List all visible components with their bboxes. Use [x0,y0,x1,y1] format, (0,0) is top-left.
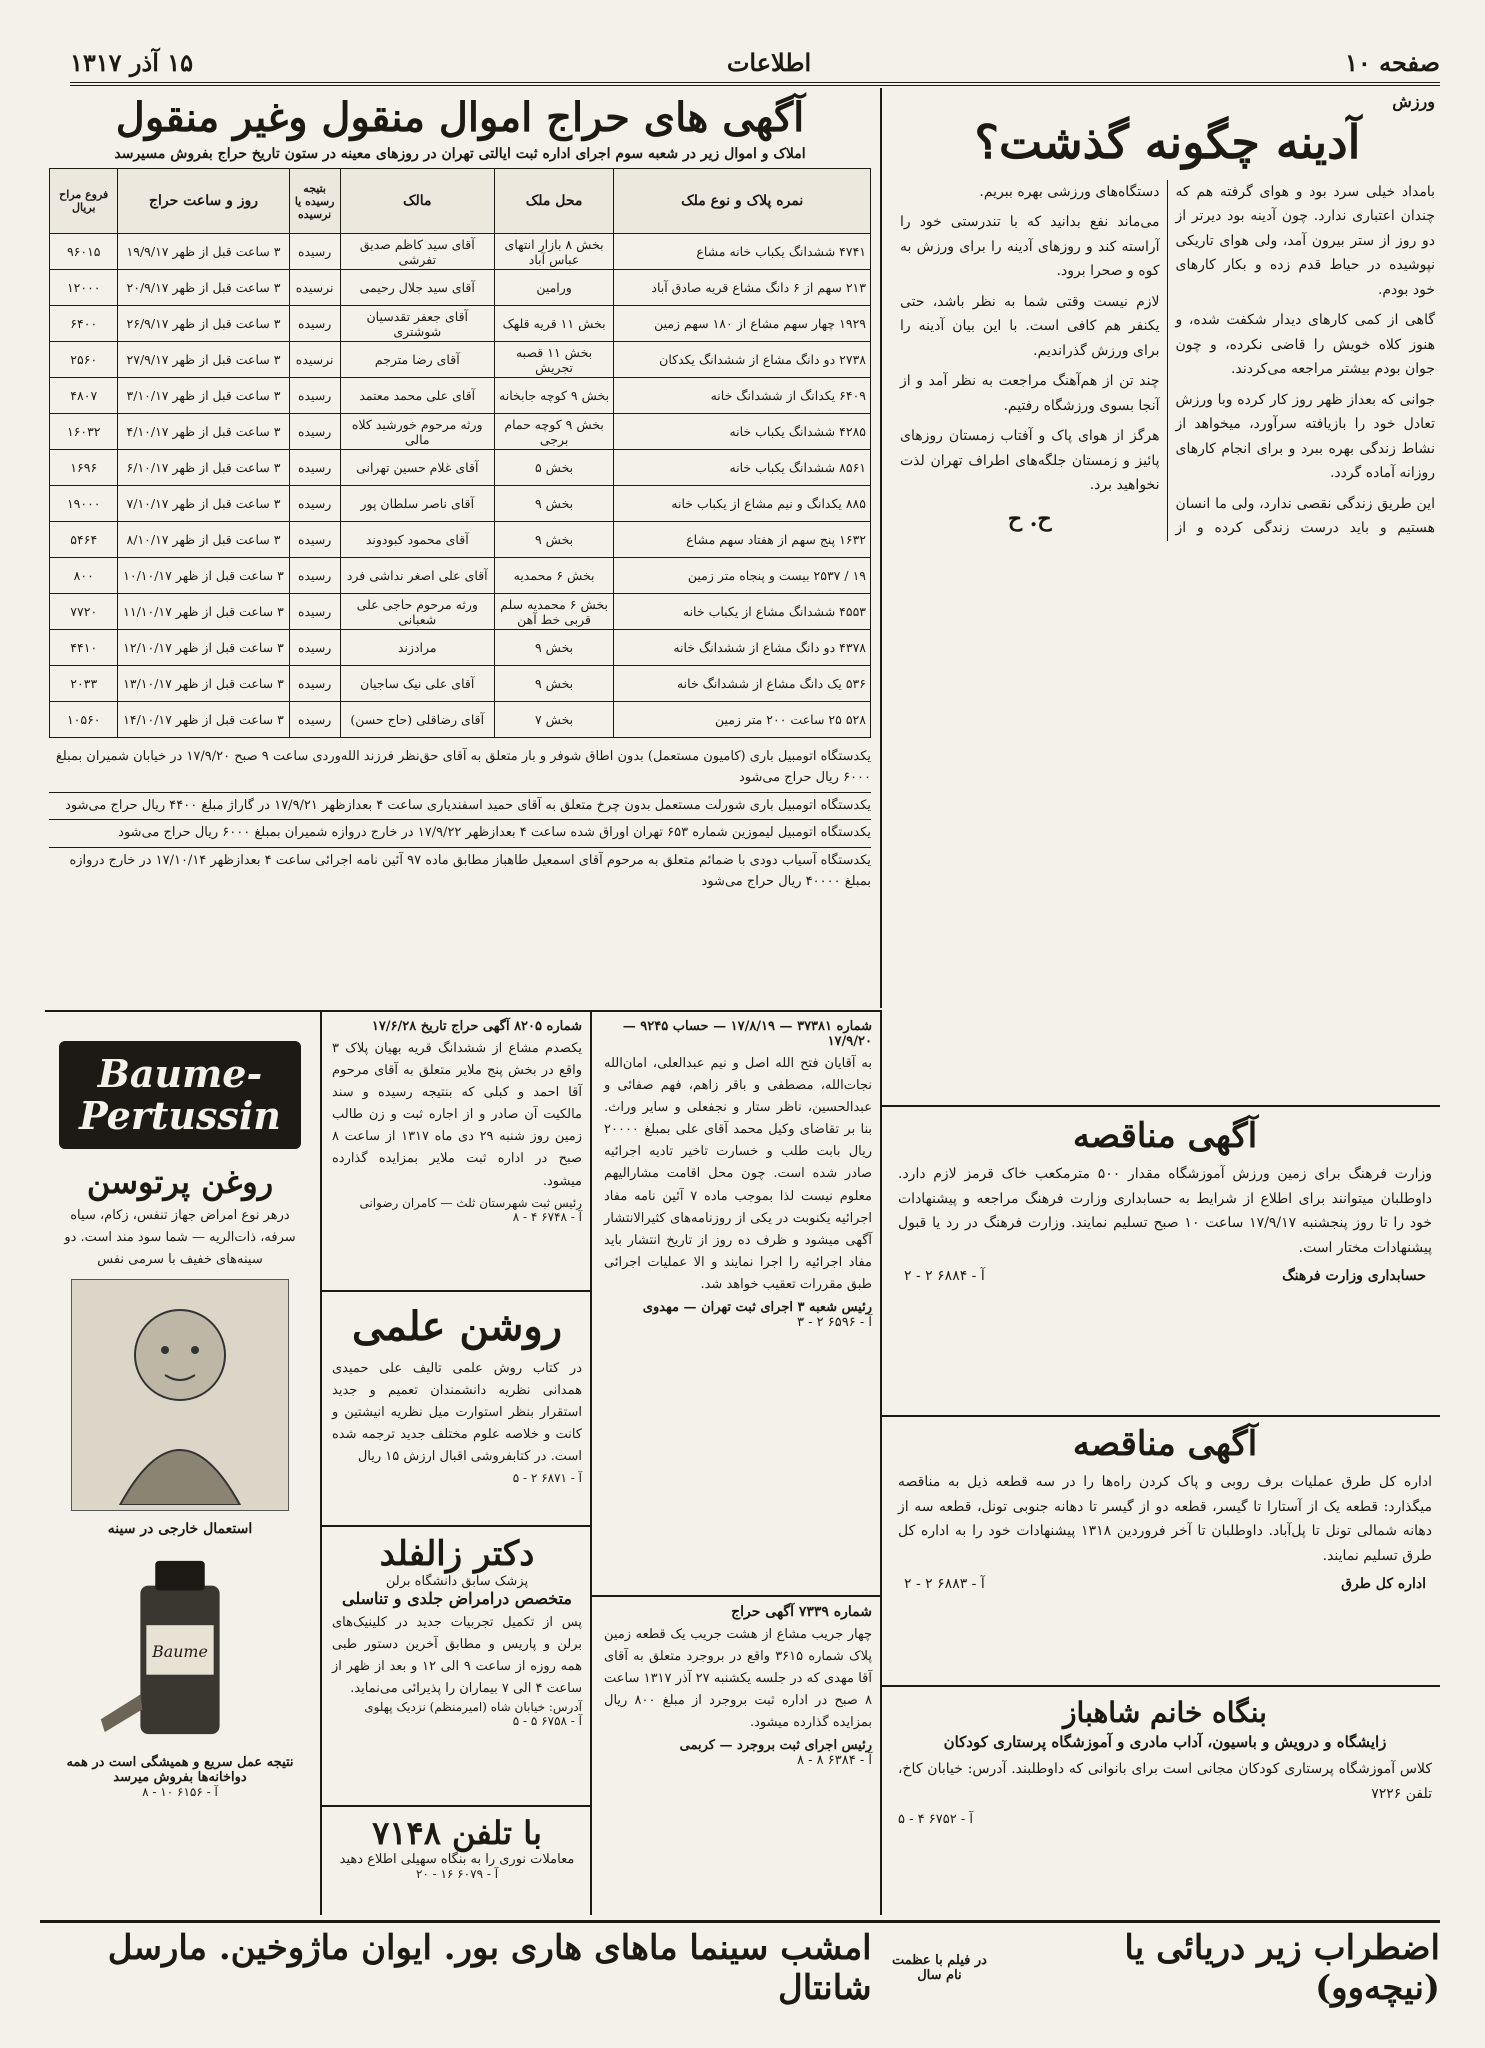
cell-owner: آقای علی اصغر نداشی فرد [340,558,494,594]
tender-2-code: آ - ۶۸۸۳ ۲ - ۲ [904,1576,985,1592]
roshan-code: آ - ۶۸۷۱ ۲ - ۵ [512,1471,582,1486]
notice-2 [598,1015,878,1590]
cell-date: ۳ ساعت قبل از ظهر ۲۷/۹/۱۷ [118,342,289,378]
sport-paragraph: گاهی از کمی کارهای دیدار شکفت شده، و هنوز کلاه خویش را قاضی نکرده، و چون جوان بودم بیشتر مراجعه می‌کردند. [1175,312,1435,378]
notice-2-text: به آقایان فتح الله اصل و نیم عبدالعلی، امان‌الله نجات‌الله، مصطفی و باقر زاهم، فهم صفائی و عبدالحسین، ناظر ستار و نجفعلی و سایر وراث. بنا بر تقاضای وکیل محمد آقای علی بمبلغ ۲۰۰۰۰ ریال بابت طلب و خسارت تاخیر تادیه اجرائیه صادر شده است. چون محل اقامت مشارالیهم معلوم نیست لذا بموجب ماده ۷ آئین نامه مفاد اجرائیه یکنوبت در یکی از روزنامه‌های کثیرالانتشار آگهی میشود و ظرف ده روز از تاریخ انتشار باید مفاد اجرائیه را اجرا نمایند و الا عملیات اجرائی طبق مقررات تعقیب خواهد شد. [604,1056,872,1292]
cell-price: ۲۰۳۳ [50,666,118,702]
cell-status: نرسیده [289,342,340,378]
cell-location: بخش ۷ [494,702,614,738]
cell-plate: ۴۵۵۳ ششدانگ مشاع از یکباب خانه [614,594,871,630]
cell-status: رسیده [289,558,340,594]
auction-subtitle: املاک و اموال زیر در شعبه سوم اجرای اداره ثبت ایالتی تهران در روزهای معینه در ستون تاریخ حراج بفروش مسیرسد [114,146,806,162]
cell-price: ۴۸۰۷ [50,378,118,414]
cell-owner: آقای سید کاظم صدیق تفرشی [340,234,494,270]
roshan-text: در کتاب روش علمی تالیف علی حمیدی همدانی نظریه دانشمندان تعمیم و جدید استقرار بنظر استوارت میل نظریه انیشتین و کانت و خلاصه علوم مختلف جدید ترجمه شده است. در کتابفروشی اقبال ارزش ۱۵ ریال [332,1361,582,1465]
cell-owner: آقای علی محمد معتمد [340,378,494,414]
sport-paragraph: بامداد خیلی سرد بود و هوای گرفته هم که چندان اعتباری ندارد. چون آدینه بود دیرتر از دو روز از ستر بیرون آمد، ولی هوای تاریکی نپوشیده در حیاط قدم زده و بکار کارهای خود بودم. [1175,183,1435,298]
cell-date: ۳ ساعت قبل از ظهر ۶/۱۰/۱۷ [118,450,289,486]
cell-plate: ۵۳۶ یک دانگ مشاع از ششدانگ خانه [614,666,871,702]
cell-location: بخش ۱۱ قصبه تجریش [494,342,614,378]
cell-price: ۶۴۰۰ [50,306,118,342]
cell-plate: ۸۸۵ یکدانگ و نیم مشاع از یکباب خانه [614,486,871,522]
table-row [50,450,871,486]
auction-title: آگهی های حراج اموال منقول وغیر منقول [115,94,805,141]
zalfeld-text: پس از تکمیل تجربیات جدید در کلینیک‌های برلن و پاریس و مطابق آخرین دستور طبی همه روزه از ساعت ۹ الی ۱۲ و بعد از ظهر از ساعت ۴ الی ۷ بیماران را پذیرائی می‌نماید. [332,1615,583,1697]
cell-owner: آقای رضاقلی (حاج حسن) [340,702,494,738]
sport-signoff: ح. ح [1007,505,1052,532]
cell-date: ۳ ساعت قبل از ظهر ۱۲/۱۰/۱۷ [118,630,289,666]
cell-plate: ۴۲۸۵ ششدانگ یکباب خانه [614,414,871,450]
page-header [70,42,1440,86]
cell-plate: ۶۴۰۹ یکدانگ از ششدانگ خانه [614,378,871,414]
zalfeld-code: آ - ۶۷۵۸ ۵ - ۵ [512,1714,582,1729]
zalfeld-address: آدرس: خیابان شاه (امیرمنظم) نزدیک پهلوی [364,1700,582,1715]
baume-title: روغن پرتوسن [86,1162,274,1201]
cell-owner: آقای رضا مترجم [340,342,494,378]
auction-table [49,168,871,738]
cell-owner: آقای جعفر تقدسیان شوشتری [340,306,494,342]
cell-price: ۱۲۰۰۰ [50,270,118,306]
auction-notes [49,744,871,896]
tender-1-code: آ - ۶۸۸۴ ۲ - ۲ [904,1268,985,1284]
roshan-title: روشن علمی [351,1303,563,1350]
issue-date: ۱۵ آذر ۱۳۱۷ [70,47,193,77]
notice-3-header: شماره ۷۳۳۹ آگهی حراج [731,1604,872,1620]
shahbaz-code: آ - ۶۷۵۲ ۴ - ۵ [898,1812,973,1827]
col-price: فروع مراح بریال [50,169,118,234]
cell-status: رسیده [289,306,340,342]
table-row [50,486,871,522]
cell-owner: آقای غلام حسین تهرانی [340,450,494,486]
notice-2-sign: رئیس شعبه ۳ اجرای ثبت تهران — مهدوی [642,1300,872,1316]
sport-paragraph: این طریق زندگی نقصی ندارد، ولی ما انسان هستیم و باید درست زندگی کرده و از دستگاه‌های ورزشی بهره ببریم. [979,183,1435,537]
cell-status: رسیده [289,594,340,630]
table-row [50,306,871,342]
cell-price: ۴۴۱۰ [50,630,118,666]
cell-date: ۳ ساعت قبل از ظهر ۱۰/۱۰/۱۷ [118,558,289,594]
baume-code: آ - ۶۱۵۶ ۱۰ - ۸ [142,1784,218,1799]
baume-brand-bottom: Pertussin [79,1092,281,1138]
table-row [50,702,871,738]
zalfeld-line1: پزشک سابق دانشگاه برلن [385,1574,529,1589]
notice-1-code: آ - ۶۷۴۸ ۴ - ۸ [512,1209,582,1224]
tender-1 [890,1112,1440,1412]
cell-plate: ۴۷۴۱ ششدانگ یکباب خانه مشاع [614,234,871,270]
cinema-film-label: در فیلم با عظمت نام سال [891,1953,987,1983]
auction-note: یکدستگاه اتومبیل باری (کامیون مستعمل) بدون اطاق شوفر و بار متعلق به آقای حق‌نظر فرزند الله‌وردی ساعت ۹ صبح ۱۷/۹/۲۰ در خیابان شمیران بمبلغ ۶۰۰۰ ریال حراج می‌شود [49,744,871,793]
cell-date: ۳ ساعت قبل از ظهر ۱۴/۱۰/۱۷ [118,702,289,738]
shahbaz-text: کلاس آموزشگاه پرستاری کودکان مجانی است برای بانوانی که داوطلبند. آدرس: خیابان کاخ، تلفن ۷۲۲۶ [898,1761,1432,1802]
cell-status: رسیده [289,378,340,414]
boy-illustration [71,1279,289,1511]
cell-plate: ۴۳۷۸ دو دانگ مشاع از ششدانگ خانه [614,630,871,666]
zalfeld-ad [326,1530,588,1800]
cell-location: بخش ۶ محمدیه سلم قربی خط آهن [494,594,614,630]
cell-location: بخش ۹ [494,630,614,666]
cell-location: بخش ۹ [494,486,614,522]
cell-price: ۷۷۲۰ [50,594,118,630]
cell-status: رسیده [289,234,340,270]
notice-2-header: شماره ۳۷۳۸۱ — ۱۷/۸/۱۹ — حساب ۹۲۴۵ — ۱۷/۹/۲۰ [622,1019,872,1049]
cell-plate: ۱۹ / ۲۵۳۷ بیست و پنجاه متر زمین [614,558,871,594]
tender-2 [890,1420,1440,1680]
cinema-main: امشب سینما ماهای هاری بور. ایوان ماژوخین. مارسل شانتال [107,1928,872,2008]
cell-price: ۸۰۰ [50,558,118,594]
cell-price: ۹۶۰۱۵ [50,234,118,270]
cell-location: بخش ۹ کوچه جابخانه [494,378,614,414]
baume-brand-top: Baume- [97,1051,263,1096]
sport-paragraph: لازم نیست وقتی شما به نظر باشد، حتی یکنفر هم کافی است. با این بیان آدینه را برای ورزش گذراندیم. [900,293,1160,359]
cell-price: ۱۰۵۶۰ [50,702,118,738]
cinema-banner [40,1920,1440,2013]
cell-owner: آقای سید جلال رحیمی [340,270,494,306]
notice-1-sign: رئیس ثبت شهرستان ثلث — کامران رضوانی [359,1195,582,1210]
cell-owner: ورثه مرحوم حاجی علی شعبانی [340,594,494,630]
phone-text: معاملات نوری را به بنگاه سهیلی اطلاع دهید [339,1852,575,1867]
sport-article [890,88,1445,1108]
cell-plate: ۸۵۶۱ ششدانگ یکباب خانه [614,450,871,486]
notice-3 [598,1600,878,1910]
phone-title: با تلفن ۷۱۴۸ [372,1814,542,1852]
zalfeld-line2: متخصص درامراض جلدی و تناسلی [342,1589,572,1608]
notice-2-code: آ - ۶۵۹۶ ۲ - ۳ [797,1315,872,1331]
cell-price: ۲۵۶۰ [50,342,118,378]
phone-ad [326,1810,588,1915]
shahbaz-subtitle: زایشگاه و درویش و باسیون، آداب مادری و آموزشگاه پرستاری کودکان [943,1733,1387,1751]
cell-plate: ۲۱۳ سهم از ۶ دانگ مشاع قریه صادق آباد [614,270,871,306]
cell-status: رسیده [289,414,340,450]
col-location: محل ملک [494,169,614,234]
notice-3-text: چهار جریب مشاع از هشت جریب یک قطعه زمین پلاک شماره ۳۶۱۵ واقع در بروجرد متعلق به آقای آقا مهدی که در جلسه یکشنبه ۲۷ آذر ۱۳۱۷ ساعت ۸ صبح در اداره ثبت بروجرد از مبلغ ۸۰۰ ریال بمزایده گذارده میشود. [604,1627,873,1731]
cell-status: رسیده [289,702,340,738]
cell-date: ۳ ساعت قبل از ظهر ۱۱/۱۰/۱۷ [118,594,289,630]
cell-owner: آقای ناصر سلطان پور [340,486,494,522]
cell-date: ۳ ساعت قبل از ظهر ۱۹/۹/۱۷ [118,234,289,270]
bottle-illustration [81,1545,279,1745]
cell-date: ۳ ساعت قبل از ظهر ۲۶/۹/۱۷ [118,306,289,342]
notice-1 [326,1015,588,1285]
tender-2-title: آگهی مناقصه [1072,1424,1258,1464]
baume-text: درهر نوع امراض جهاز تنفس، زکام، سیاه سرفه، ذات‌الریه — شما سود مند است. دو سینه‌های خفیف با سرمی نفس [64,1207,296,1267]
col-owner: مالک [340,169,494,234]
table-row [50,414,871,450]
bottle-icon [81,1545,279,1745]
cell-price: ۱۶۹۶ [50,450,118,486]
table-row [50,522,871,558]
baume-footer: نتیجه عمل سریع و همیشگی است در همه دواخانه‌ها بفروش میرسد [66,1754,294,1785]
auction-table-header [50,169,871,234]
cell-date: ۳ ساعت قبل از ظهر ۴/۱۰/۱۷ [118,414,289,450]
tender-2-text: اداره کل طرق عملیات برف روبی و پاک کردن راه‌ها را در سه قطعه ذیل به مناقصه میگذارد: قطعه یک از آستارا تا گیسر، قطعه دو از گیسر تا دهانه جنوبی تونل، قطعه سه از دهانه شمالی تونل تا پل‌آباد. داوطلبان تا آخر فروردین ۱۳۱۸ پیشنهادات خود را به اداره کل طرق تسلیم نمایند. [898,1474,1432,1564]
cinema-film-title: اضطراب زیر دریائی یا (نیچه‌وو) [1124,1928,1440,2008]
sport-section-label: ورزش [1392,92,1435,111]
auction-block [45,88,875,1008]
shahbaz-title: بنگاه خانم شاهباز [1063,1696,1267,1729]
cell-plate: ۲۷۳۸ دو دانگ مشاع از ششدانگ یکدکان [614,342,871,378]
table-row [50,270,871,306]
notice-1-header: شماره ۸۲۰۵ آگهی حراج تاریخ ۱۷/۶/۲۸ [371,1019,582,1034]
boy-illustration-icon [80,1285,280,1505]
cell-date: ۳ ساعت قبل از ظهر ۲۰/۹/۱۷ [118,270,289,306]
sport-title: آدینه چگونه گذشت؟ [974,115,1361,169]
sport-paragraph: می‌ماند نفع بدانید که با تندرستی خود را آراسته کند و روزهای آدینه را برای ورزش به کوه و صحرا برود. [900,214,1160,280]
tender-1-text: وزارت فرهنگ برای زمین ورزش آموزشگاه مقدار ۵۰۰ مترمکعب خاک قرمز لازم دارد. داوطلبان میتوانند برای اطلاع از شرایط به حسابداری وزارت فرهنگ مراجعه و پیشنهادات خود را تا روز پنجشنبه ۱۷/۹/۱۷ ساعت ۱۰ صبح تسلیم نمایند. وزارت فرهنگ در رد یا قبول پیشنهادات مختار است. [898,1166,1432,1256]
table-row [50,378,871,414]
cell-price: ۵۴۶۴ [50,522,118,558]
notice-3-sign: رئیس اجرای ثبت بروجرد — کربمی [679,1738,872,1754]
cell-status: رسیده [289,630,340,666]
roshan-ad [326,1295,588,1520]
sport-paragraph: جوانی که بعداز ظهر روز کار کرده وبا ورزش تعادل خود را بازیافته سرآورد، میخواهد از نشاط زندگی بهره ببرد و برای انجام کارهای روزانه آماده گردد. [1175,391,1435,482]
cell-price: ۱۹۰۰۰ [50,486,118,522]
notice-1-text: یکصدم مشاع از ششدانگ قریه بهیان پلاک ۳ واقع در بخش پنج ملایر متعلق به آقای مرحوم آقا احمد و کبلی که بنتیجه رسیده و سند مالکیت آن صادر و از اجاره ثبت و زن طالب زمین روز شنبه ۲۹ دی ماه ۱۳۱۷ از ساعت ۸ صبح در اداره ثبت ملایر بمزایده گذارده میشود. [332,1041,582,1189]
cell-plate: ۱۹۲۹ چهار سهم مشاع از ۱۸۰ سهم زمین [614,306,871,342]
baume-caption: استعمال خارجی در سینه [107,1520,253,1537]
cell-location: بخش ۹ [494,666,614,702]
bottle-label: Baume [152,1641,208,1661]
cell-status: رسیده [289,450,340,486]
col-date: روز و ساعت حراج [118,169,289,234]
cell-status: رسیده [289,666,340,702]
cell-location: بخش ۱۱ قریه قلهک [494,306,614,342]
tender-1-sign: حسابداری وزارت فرهنگ [1282,1268,1426,1284]
cell-date: ۳ ساعت قبل از ظهر ۱۳/۱۰/۱۷ [118,666,289,702]
cell-location: ورامین [494,270,614,306]
newspaper-name: اطلاعات [726,47,812,77]
cell-date: ۳ ساعت قبل از ظهر ۸/۱۰/۱۷ [118,522,289,558]
table-row [50,234,871,270]
notice-3-code: آ - ۶۳۸۴ ۸ - ۸ [797,1753,872,1769]
col-status: بتیجه رسیده یا نرسیده [289,169,340,234]
cell-owner: ورثه مرحوم خورشید کلاه مالی [340,414,494,450]
table-row [50,594,871,630]
cell-date: ۳ ساعت قبل از ظهر ۷/۱۰/۱۷ [118,486,289,522]
sport-paragraph: هرگز از هوای پاک و آفتاب زمستان روزهای پائیز و زمستان جلگه‌های اطراف تهران لذت نخواهید برد. [900,428,1160,494]
cell-location: بخش ۹ [494,522,614,558]
auction-note: یکدستگاه آسیاب دودی با ضمائم متعلق به مرحوم آقای اسمعیل طاهباز مطابق ماده ۹۷ آئین نامه اجرائی ساعت ۴ بعدازظهر ۱۷/۱۰/۱۴ در خارج دروازه بمبلغ ۴۰۰۰۰ ریال حراج می‌شود [69,853,871,889]
table-row [50,630,871,666]
cell-location: بخش ۹ کوچه حمام برجی [494,414,614,450]
cell-location: بخش ۸ بازار انتهای عباس آباد [494,234,614,270]
baume-logo [59,1041,301,1149]
cell-status: رسیده [289,486,340,522]
cell-plate: ۱۶۳۲ پنج سهم از هفتاد سهم مشاع [614,522,871,558]
shahbaz-ad [890,1692,1440,1912]
auction-note: یکدستگاه اتومبیل باری شورلت مستعمل بدون چرخ متعلق به آقای حمید اسفندیاری ساعت ۴ بعدازظهر ۱۷/۹/۲۱ در گاراژ مبلغ ۴۴۰۰ ریال حراج می‌شود [49,793,871,821]
zalfeld-title: دکتر زالفلد [379,1534,535,1574]
cell-owner: مرادزند [340,630,494,666]
page-number: صفحه ۱۰ [1344,47,1440,77]
tender-1-title: آگهی مناقصه [1072,1116,1258,1156]
cell-price: ۱۶۰۳۲ [50,414,118,450]
col-plate: نمره پلاک و نوع ملک [614,169,871,234]
cell-owner: آقای علی نیک ساجیان [340,666,494,702]
baume-ad [45,1015,315,1915]
sport-paragraph: چند تن از هم‌آهنگ مراجعت به نظر آمد و از آنجا بسوی ورزشگاه رفتیم. [900,373,1160,414]
cell-date: ۳ ساعت قبل از ظهر ۳/۱۰/۱۷ [118,378,289,414]
phone-code: آ - ۶۰۷۹ ۱۶ - ۲۰ [415,1867,499,1881]
auction-note: یکدستگاه اتومبیل لیموزین شماره ۶۵۳ تهران اوراق شده ساعت ۴ بعدازظهر ۱۷/۹/۲۲ در خارج دروازه شمیران بمبلغ ۶۰۰۰ ریال حراج می‌شود [49,820,871,848]
cell-location: بخش ۶ محمدیه [494,558,614,594]
cell-owner: آقای محمود کبودوند [340,522,494,558]
cell-status: نرسیده [289,270,340,306]
table-row [50,666,871,702]
table-row [50,558,871,594]
cell-plate: ۵۲۸ ۲۵ ساعت ۲۰۰ متر زمین [614,702,871,738]
table-row [50,342,871,378]
tender-2-sign: اداره کل طرق [1341,1576,1426,1592]
cell-location: بخش ۵ [494,450,614,486]
cell-status: رسیده [289,522,340,558]
